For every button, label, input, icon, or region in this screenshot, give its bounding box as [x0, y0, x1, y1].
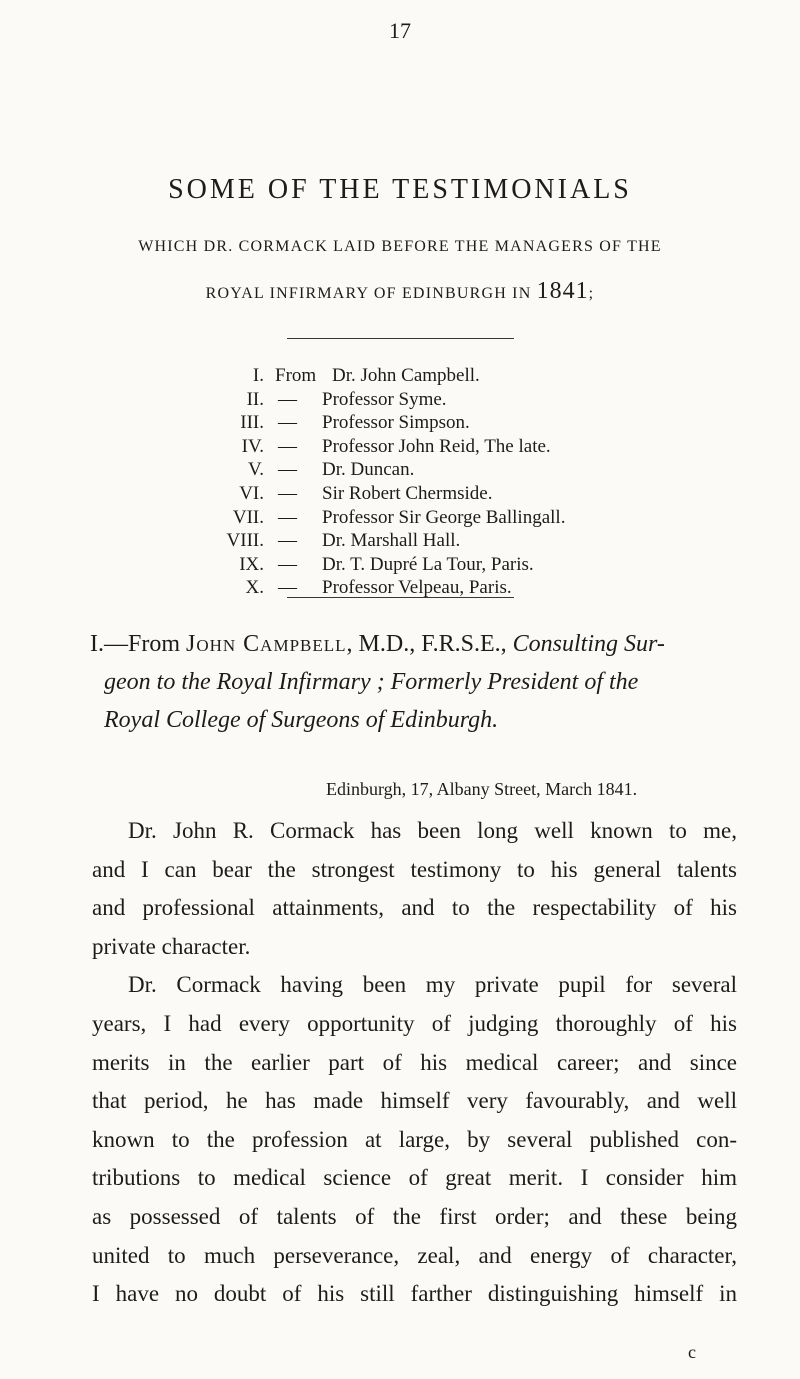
contents-list [0, 365, 800, 601]
contents-item-prefix: — [278, 553, 297, 575]
body-line: Dr. John R. Cormack has been long well known to me, [128, 818, 737, 843]
contents-item-prefix: — [278, 482, 297, 504]
heading-credentials: , M.D., F.R.S.E., [346, 631, 507, 657]
contents-item-prefix: From [275, 365, 317, 386]
body-line: Dr. Cormack having been my private pupil for several [128, 972, 737, 998]
contents-item-number: II. [246, 388, 264, 410]
subtitle-year: 1841 [536, 278, 589, 304]
contents-item [0, 530, 800, 554]
body-line: as possessed of talents of the first order; and these being [92, 1203, 737, 1229]
contents-item-name: Professor Sir George Ballingall. [322, 506, 566, 528]
body-line: that period, he has made himself very favourably, and well [92, 1088, 737, 1114]
contents-item-name: Professor Syme. [322, 388, 447, 410]
body-line: years, I had every opportunity of judging thoroughly of his [92, 1010, 737, 1036]
contents-item-prefix: — [278, 530, 297, 552]
contents-item [0, 436, 800, 460]
contents-item [0, 365, 800, 389]
contents-item-number: V. [247, 459, 264, 481]
divider-rule [287, 338, 514, 339]
body-line: known to the profession at large, by several published con- [92, 1126, 737, 1152]
heading-lead: I.—From [90, 631, 180, 657]
heading-line-1 [90, 631, 665, 657]
heading-author: John Campbell [186, 631, 347, 657]
contents-item-prefix: — [278, 577, 297, 599]
contents-item [0, 507, 800, 531]
contents-item-number: I. [252, 365, 264, 386]
contents-item-name: Dr. T. Dupré La Tour, Paris. [322, 553, 534, 575]
contents-item-name: Dr. Duncan. [322, 459, 415, 481]
contents-item-name: Professor John Reid, The late. [322, 435, 551, 457]
heading-role-line-2: geon to the Royal Infirmary ; Formerly President of the [104, 669, 639, 695]
divider-rule [287, 597, 514, 598]
page-title: SOME OF THE TESTIMONIALS [168, 174, 632, 205]
heading-role-line-1: Consulting Sur- [512, 631, 665, 657]
body-line: private character. [92, 933, 251, 959]
body-line: and professional attainments, and to the respectability of his [92, 895, 737, 921]
contents-item [0, 554, 800, 578]
contents-item-number: VIII. [226, 530, 264, 552]
subtitle-line-2 [0, 278, 800, 305]
contents-item-prefix: — [278, 435, 297, 457]
contents-item-prefix: — [278, 459, 297, 481]
contents-item-prefix: — [278, 388, 297, 410]
contents-item-number: VI. [239, 482, 264, 504]
body-line: merits in the earlier part of his medical career; and since [92, 1049, 737, 1075]
signature-mark: c [688, 1342, 696, 1362]
body-line: tributions to medical science of great merit. I consider him [92, 1165, 737, 1191]
subtitle-line-1: WHICH DR. CORMACK LAID BEFORE THE MANAGERS OF THE [138, 238, 662, 255]
body-line: I have no doubt of his still farther distinguishing himself in [92, 1281, 737, 1307]
dateline: Edinburgh, 17, Albany Street, March 1841. [326, 779, 638, 799]
contents-item-name: Dr. Marshall Hall. [322, 530, 461, 552]
contents-item-number: VII. [232, 506, 264, 528]
contents-item-name: Sir Robert Chermside. [322, 482, 493, 504]
contents-item-name: Professor Velpeau, Paris. [322, 577, 512, 599]
contents-item [0, 459, 800, 483]
contents-item-number: IX. [239, 553, 264, 575]
contents-item-name: Professor Simpson. [322, 412, 470, 434]
page-number: 17 [389, 18, 411, 43]
contents-item [0, 412, 800, 436]
subtitle-punct: ; [588, 285, 595, 302]
contents-item-number: IV. [241, 435, 264, 457]
heading-role-line-3: Royal College of Surgeons of Edinburgh. [104, 707, 499, 733]
contents-item-prefix: — [278, 412, 297, 434]
contents-item-number: III. [240, 412, 264, 434]
contents-item-name: Dr. John Campbell. [332, 365, 480, 386]
contents-item-prefix: — [278, 506, 297, 528]
contents-item-number: X. [245, 577, 264, 599]
body-line: and I can bear the strongest testimony to his general talents [92, 856, 737, 882]
contents-item [0, 389, 800, 413]
subtitle-line-2-text: ROYAL INFIRMARY OF EDINBURGH IN [205, 285, 532, 302]
contents-item [0, 483, 800, 507]
body-line: united to much perseverance, zeal, and energy of character, [92, 1242, 737, 1268]
testimonial-body [92, 812, 737, 1314]
testimonial-heading [90, 625, 730, 739]
